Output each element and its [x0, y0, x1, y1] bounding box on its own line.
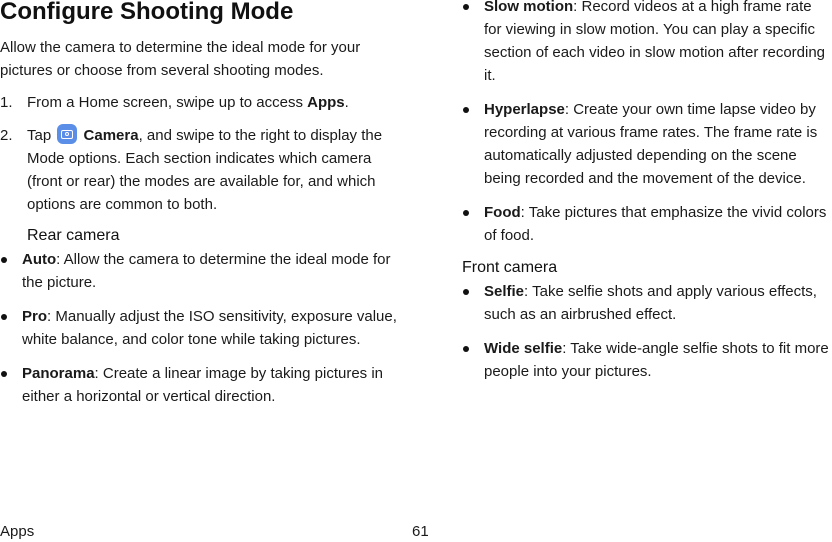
bullet-icon [1, 314, 7, 320]
mode-item-auto: Auto: Allow the camera to determine the ideal mode for the picture. [0, 248, 404, 294]
bullet-icon [463, 210, 469, 216]
footer-section-label: Apps [0, 523, 35, 540]
step-number: 1. [0, 94, 13, 111]
mode-item-panorama: Panorama: Create a linear image by taking pictures in either a horizontal or vertical direction. [0, 362, 404, 408]
mode-item-slow-motion: Slow motion: Record videos at a high frame rate for viewing in slow motion. You can play a specific section of each video in slow motion after recording it. [462, 0, 832, 87]
mode-item-selfie: Selfie: Take selfie shots and apply various effects, such as an airbrushed effect. [462, 280, 832, 326]
bullet-icon [1, 257, 7, 263]
mode-item-food: Food: Take pictures that emphasize the vivid colors of food. [462, 201, 832, 247]
camera-app-icon [57, 124, 77, 144]
steps-list [0, 91, 404, 216]
step-item: 1. From a Home screen, swipe up to access Apps. [0, 91, 404, 114]
page-number: 61 [412, 523, 429, 540]
rear-camera-heading: Rear camera [27, 227, 120, 244]
right-column [462, 0, 832, 394]
bullet-icon [463, 346, 469, 352]
mode-item-pro: Pro: Manually adjust the ISO sensitivity, exposure value, white balance, and color tone while taking pictures. [0, 305, 404, 351]
apps-label: Apps [307, 94, 345, 111]
front-camera-heading: Front camera [462, 259, 558, 276]
rear-camera-list [0, 248, 404, 408]
bullet-icon [463, 4, 469, 10]
bullet-icon [1, 371, 7, 377]
left-column [0, 0, 404, 419]
front-camera-list [462, 280, 832, 383]
bullet-icon [463, 107, 469, 113]
step-item: 2. Tap Camera, and swipe to the right to display the Mode options. Each section indicates which camera (front or rear) the modes are available for, and which options are common to both. [0, 124, 404, 216]
rear-camera-list-continued [462, 0, 832, 247]
intro-paragraph: Allow the camera to determine the ideal mode for your pictures or choose from several shooting modes. [0, 39, 361, 79]
page-title: Configure Shooting Mode [0, 0, 294, 25]
step-number: 2. [0, 127, 13, 144]
bullet-icon [463, 289, 469, 295]
mode-item-hyperlapse: Hyperlapse: Create your own time lapse video by recording at various frame rates. The frame rate is automatically adjusted depending on the scene being recorded and the movement of the device. [462, 98, 832, 190]
camera-label: Camera [83, 127, 139, 144]
mode-item-wide-selfie: Wide selfie: Take wide-angle selfie shots to fit more people into your pictures. [462, 337, 832, 383]
